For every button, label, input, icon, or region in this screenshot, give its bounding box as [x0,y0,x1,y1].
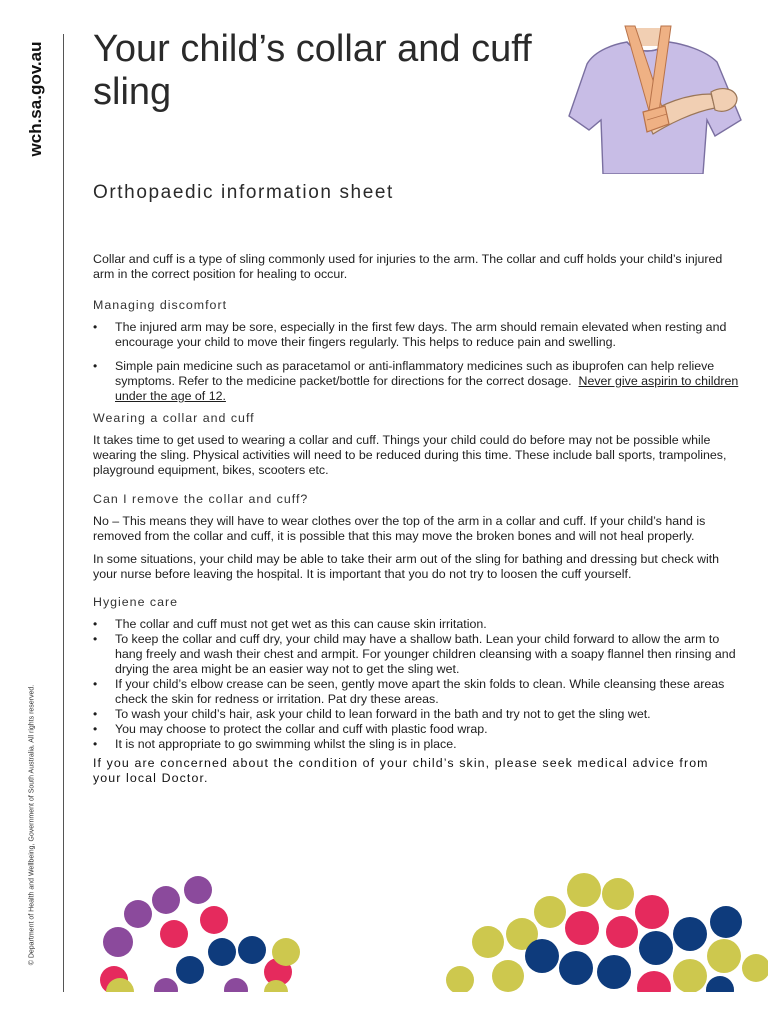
site-url: wch.sa.gov.au [26,41,45,157]
list-item: • To keep the collar and cuff dry, your child may have a shallow bath. Lean your child forward to allow the arm to hang freely and wash their chest and armpit. For younger children cleansing with a soapy flannel then rinsing and drying the area might be an easier way not to get the sling wet. [93,632,739,677]
decorative-dot [639,931,673,965]
decorative-dot [472,926,504,958]
decorative-dot [567,873,601,907]
hygiene-list [93,617,739,752]
decorative-dots [80,872,768,992]
section-heading-wearing: Wearing a collar and cuff [93,411,255,425]
decorative-dot [706,976,734,992]
decorative-dot [124,900,152,928]
decorative-dot [272,938,300,966]
decorative-dot [160,920,188,948]
decorative-dot [208,938,236,966]
decorative-dot [635,895,669,929]
section-heading-hygiene: Hygiene care [93,595,179,609]
decorative-dot [597,955,631,989]
page-title: Your child’s collar and cuff sling [93,28,532,113]
discomfort-list [93,320,739,404]
decorative-dot [710,906,742,938]
decorative-dot [224,978,248,992]
list-item: • Simple pain medicine such as paracetamol or anti-inflammatory medicines such as ibuprofen can help relieve symptoms. Refer to the medicine packet/bottle for directions for the correct dosage. Never give aspirin to children under the age of 12. [93,359,739,404]
decorative-dot [525,939,559,973]
decorative-dot [707,939,741,973]
decorative-dot [534,896,566,928]
decorative-dot [637,971,671,992]
decorative-dot [152,886,180,914]
remove-paragraph-2: In some situations, your child may be able to take their arm out of the sling for bathing and dressing but check with your nurse before leaving the hospital. It is important that you do not try to loosen the cuff yourself. [93,552,720,581]
section-heading-remove: Can I remove the collar and cuff? [93,492,309,506]
list-item: • It is not appropriate to go swimming whilst the sling is in place. [93,737,739,752]
decorative-dot [673,959,707,992]
list-item: • The collar and cuff must not get wet as this can cause skin irritation. [93,617,739,632]
decorative-dot [103,927,133,957]
decorative-dot [565,911,599,945]
vertical-rule [63,34,64,992]
decorative-dot [673,917,707,951]
decorative-dot [559,951,593,985]
list-item: • The injured arm may be sore, especially in the first few days. The arm should remain elevated when resting and encourage your child to move their fingers regularly. This helps to reduce pain and swelling. [93,320,739,350]
decorative-dot [446,966,474,992]
decorative-dot [154,978,178,992]
decorative-dot [742,954,768,982]
wearing-paragraph: It takes time to get used to wearing a collar and cuff. Things your child could do before may not be possible while wearing the sling. Physical activities will need to be reduced during this time. These include ball sports, trampolines, playground equipment, bikes, scooters etc. [93,433,727,477]
document-body [93,252,739,786]
decorative-dot [184,876,212,904]
child-sling-illustration-icon [565,24,745,174]
remove-paragraph-1: No – This means they will have to wear clothes over the top of the arm in a collar and cuff. If your child’s hand is removed from the collar and cuff, it is possible that this may move the broken bones and will not heal properly. [93,514,706,543]
list-item: • You may choose to protect the collar and cuff with plastic food wrap. [93,722,739,737]
section-heading-discomfort: Managing discomfort [93,298,228,312]
decorative-dot [238,936,266,964]
decorative-dot [606,916,638,948]
decorative-dot [492,960,524,992]
decorative-dot [602,878,634,910]
intro-paragraph: Collar and cuff is a type of sling commonly used for injuries to the arm. The collar and cuff holds your child’s injured arm in the correct position for healing to occur. [93,252,723,281]
page-subtitle: Orthopaedic information sheet [93,182,394,203]
skin-advice: If you are concerned about the condition of your child’s skin, please seek medical advice from your local Doctor. [93,756,709,785]
copyright-notice: © Department of Health and Wellbeing, Government of South Australia. All rights reserved. [28,684,36,966]
list-item: • To wash your child’s hair, ask your child to lean forward in the bath and try not to get the sling wet. [93,707,739,722]
decorative-dot [200,906,228,934]
decorative-dot [176,956,204,984]
list-item: • If your child’s elbow crease can be seen, gently move apart the skin folds to clean. While cleansing these areas check the skin for redness or irritation. Pat dry these areas. [93,677,739,707]
aspirin-warning: Never give aspirin to children under the age of 12. [115,374,739,403]
